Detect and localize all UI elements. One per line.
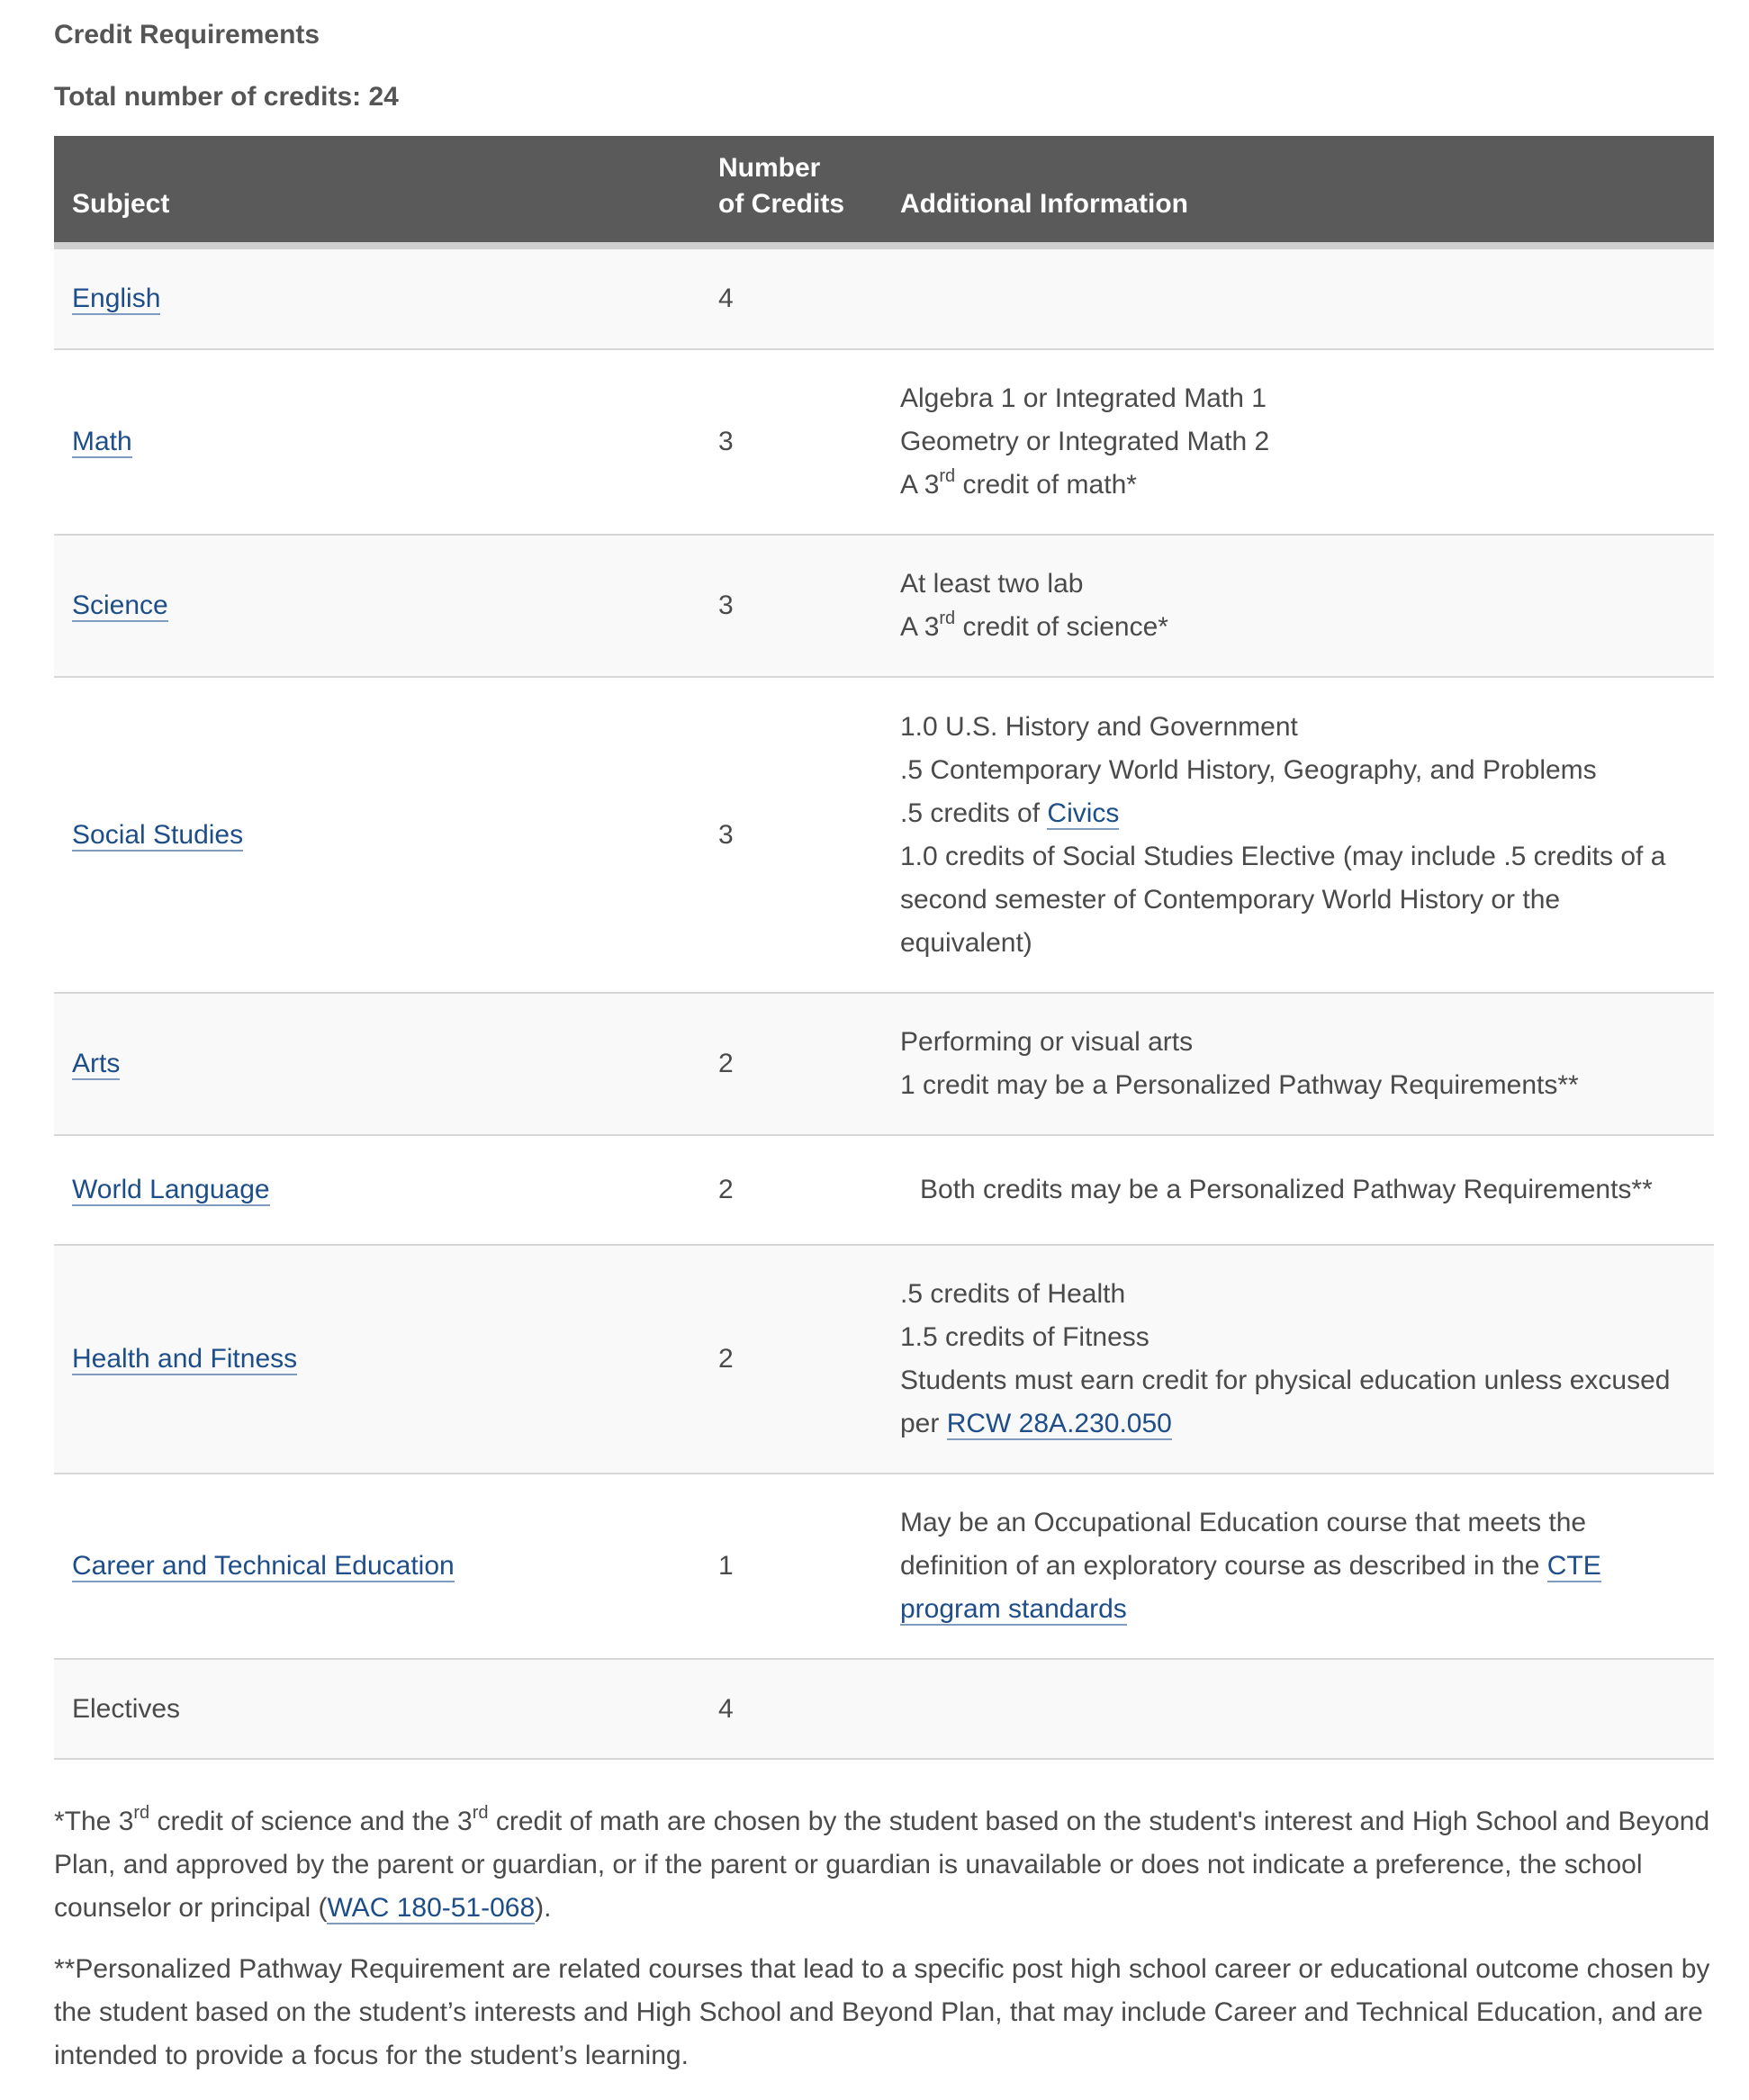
info-line: .5 Contemporary World History, Geography, and Problems [900,754,1597,785]
cell-info [882,246,1714,349]
table-row-science [54,535,1714,677]
cell-credits: 1 [700,1474,882,1659]
note-text: ). [535,1893,552,1923]
info-line: 1.0 U.S. History and Government [900,711,1298,742]
credit-requirements-table [54,136,1714,1760]
info-line: 1.0 credits of Social Studies Elective (may include .5 credits of a second semester of Contemporary World History or the equivalent) [900,841,1666,958]
note-text: credit of math are chosen by the student based on the student's interest and High School and Beyond Plan, and approved by the parent or guardian, or if the parent or guardian is unavailable or does not indicate a preference, the school counselor or principal ( [54,1807,1710,1923]
subject-link-social-studies[interactable]: Social Studies [72,819,244,850]
cell-subject [54,535,700,677]
info-line: Geometry or Integrated Math 2 [900,427,1270,456]
cell-info [882,535,1714,677]
wac-link[interactable]: WAC 180-51-068 [327,1893,536,1923]
cte-program-standards-link[interactable]: CTE program standards [900,1551,1601,1624]
cell-info [882,1245,1714,1474]
info-text: credit of math* [955,470,1137,500]
cell-subject [54,246,700,349]
table-row-health-and-fitness [54,1245,1714,1474]
cell-info [882,1659,1714,1759]
info-text: Students must earn credit for physical education unless excused per [900,1365,1671,1438]
table-row-math [54,349,1714,535]
cell-subject [54,993,700,1135]
info-line [900,606,1696,649]
header-credits-line1: Number [718,153,821,183]
table-row-career-and-technical-education [54,1474,1714,1659]
table-row-social-studies [54,677,1714,993]
civics-link[interactable]: Civics [1047,798,1120,828]
cell-credits: 2 [700,1135,882,1245]
info-line: 1.5 credits of Fitness [900,1322,1149,1352]
info-text: .5 credits of [900,798,1048,828]
note-text: credit of science and the 3 [149,1807,473,1836]
cell-subject [54,349,700,535]
cell-credits: 3 [700,677,882,993]
header-additional-information: Additional Information [882,136,1714,246]
info-line: Both credits may be a Personalized Pathway Requirements** [920,1175,1653,1204]
rcw-link[interactable]: RCW 28A.230.050 [946,1409,1172,1438]
subject-link-health-and-fitness[interactable]: Health and Fitness [72,1344,298,1374]
cell-info [882,677,1714,993]
info-text: A 3 [900,470,940,500]
superscript: rd [939,466,956,486]
subject-link-english[interactable]: English [72,284,161,313]
table-row-world-language [54,1135,1714,1245]
cell-subject [54,1245,700,1474]
section-title: Credit Requirements [54,20,320,50]
subject-link-world-language[interactable]: World Language [72,1175,270,1204]
info-line: Algebra 1 or Integrated Math 1 [900,383,1267,413]
cell-subject: Electives [54,1659,700,1759]
cell-info [882,1135,1714,1245]
table-row-english [54,246,1714,349]
info-line [900,792,1696,835]
footnote-1 [54,1800,1714,1930]
superscript: rd [133,1803,150,1823]
subject-link-math[interactable]: Math [72,427,132,456]
info-line: .5 credits of Health [900,1279,1126,1309]
info-line: At least two lab [900,569,1084,599]
cell-info [882,993,1714,1135]
info-text: May be an Occupational Education course that meets the definition of an exploratory course as described in the [900,1508,1587,1581]
cell-credits: 4 [700,246,882,349]
subject-link-career-and-technical-education[interactable]: Career and Technical Education [72,1551,455,1581]
info-line: 1 credit may be a Personalized Pathway Requirements** [900,1070,1579,1100]
cell-credits: 2 [700,993,882,1135]
cell-info [882,1474,1714,1659]
info-line [900,1359,1696,1446]
cell-credits: 2 [700,1245,882,1474]
cell-subject [54,1135,700,1245]
superscript: rd [939,608,956,628]
superscript: rd [472,1803,489,1823]
header-number-of-credits [700,136,882,246]
table-row-arts [54,993,1714,1135]
cell-info [882,349,1714,535]
cell-subject [54,1474,700,1659]
footnote-2: **Personalized Pathway Requirement are related courses that lead to a specific post high school career or educational outcome chosen by the student based on the student’s interests and High School and Beyond Plan, that may include Career and Technical Education, and are intended to provide a focus for the student’s learning. [54,1954,1710,2070]
header-subject: Subject [54,136,700,246]
info-text: A 3 [900,612,940,642]
header-credits-line2: of Credits [718,189,845,219]
subject-link-arts[interactable]: Arts [72,1049,121,1078]
table-header [54,136,1714,246]
info-line [900,464,1696,507]
note-text: *The 3 [54,1807,134,1836]
footnotes [54,1800,1714,2095]
subject-link-science[interactable]: Science [72,590,168,620]
cell-subject [54,677,700,993]
cell-credits: 3 [700,349,882,535]
cell-credits: 4 [700,1659,882,1759]
info-line: Performing or visual arts [900,1027,1194,1057]
total-credits: Total number of credits: 24 [54,82,399,112]
table-row-electives [54,1659,1714,1759]
info-text: credit of science* [955,612,1168,642]
cell-credits: 3 [700,535,882,677]
